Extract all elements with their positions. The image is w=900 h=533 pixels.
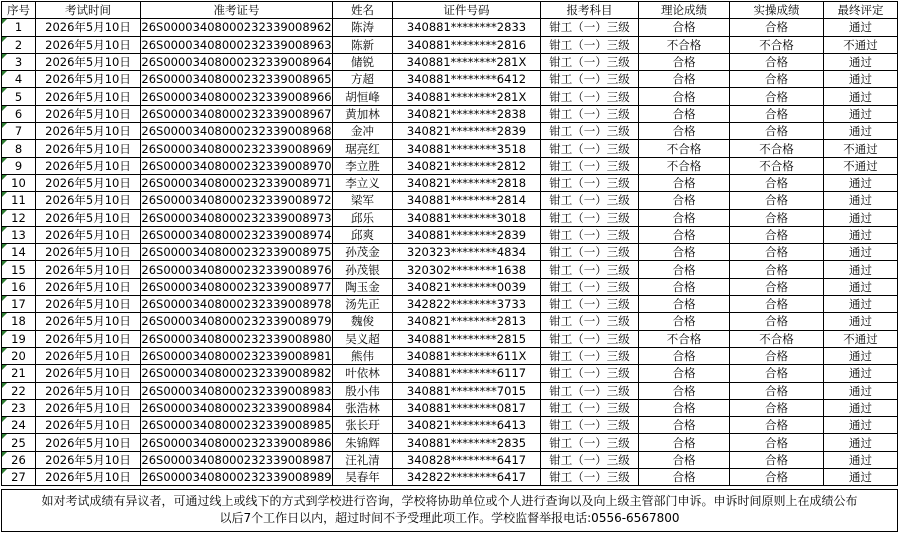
exam-date-cell: 2026年5月10日	[36, 330, 141, 347]
exam-date-cell: 2026年5月10日	[36, 296, 141, 313]
ticket-no-cell: 26S00003408000232339008962	[141, 20, 332, 35]
name-cell: 魏俊	[333, 313, 393, 330]
final-result-cell: 通过	[824, 365, 898, 382]
seq-cell: 9	[2, 157, 36, 174]
final-result-cell: 通过	[824, 382, 898, 399]
table-row	[2, 36, 898, 53]
seq-cell: 1	[2, 19, 36, 36]
final-result-cell: 不通过	[824, 157, 898, 174]
id-no-cell: 340881********2816	[393, 36, 541, 53]
theory-score-cell: 合格	[639, 19, 730, 36]
final-result-cell: 不通过	[824, 36, 898, 53]
column-header: 姓名	[333, 2, 393, 19]
final-result-cell: 通过	[824, 434, 898, 451]
ticket-no-cell: 26S00003408000232339008963	[141, 37, 332, 52]
exam-date-cell: 2026年5月10日	[36, 19, 141, 36]
exam-date-cell: 2026年5月10日	[36, 174, 141, 191]
table-row	[2, 88, 898, 105]
final-result-cell: 不通过	[824, 140, 898, 157]
name-cell: 陈涛	[333, 19, 393, 36]
table-row	[2, 313, 898, 330]
ticket-no-cell: 26S00003408000232339008983	[141, 383, 332, 398]
final-result-cell: 通过	[824, 451, 898, 468]
theory-score-cell: 不合格	[639, 36, 730, 53]
ticket-no-cell: 26S00003408000232339008987	[141, 452, 332, 467]
practical-score-cell: 合格	[730, 261, 824, 278]
subject-cell: 钳工（一）三级	[541, 417, 639, 434]
id-no-cell: 320323********4834	[393, 244, 541, 261]
name-cell: 邱爽	[333, 226, 393, 243]
table-row	[2, 278, 898, 295]
seq-cell: 17	[2, 296, 36, 313]
seq-cell: 21	[2, 365, 36, 382]
column-header: 证件号码	[393, 2, 541, 19]
subject-cell: 钳工（一）三级	[541, 71, 639, 88]
exam-date-cell: 2026年5月10日	[36, 53, 141, 70]
table-row	[2, 399, 898, 416]
id-no-cell: 340881********0817	[393, 399, 541, 416]
id-no-cell: 340881********611X	[393, 347, 541, 364]
seq-cell: 26	[2, 451, 36, 468]
subject-cell: 钳工（一）三级	[541, 399, 639, 416]
name-cell: 黄加林	[333, 105, 393, 122]
final-result-cell: 通过	[824, 19, 898, 36]
id-no-cell: 340828********6417	[393, 451, 541, 468]
id-no-cell: 340821********0039	[393, 278, 541, 295]
theory-score-cell: 合格	[639, 88, 730, 105]
practical-score-cell: 合格	[730, 19, 824, 36]
column-header: 理论成绩	[639, 2, 730, 19]
subject-cell: 钳工（一）三级	[541, 347, 639, 364]
exam-date-cell: 2026年5月10日	[36, 278, 141, 295]
subject-cell: 钳工（一）三级	[541, 296, 639, 313]
table-row	[2, 330, 898, 347]
footer-line-1: 如对考试成绩有异议者，可通过线上或线下的方式到学校进行咨询，学校将协助单位或个人进行查询以及向上级主管部门申诉。申诉时间原则上在成绩公布	[41, 494, 858, 508]
final-result-cell: 通过	[824, 88, 898, 105]
final-result-cell: 通过	[824, 417, 898, 434]
name-cell: 孙茂银	[333, 261, 393, 278]
ticket-no-cell: 26S00003408000232339008982	[141, 366, 332, 381]
theory-score-cell: 合格	[639, 469, 730, 486]
subject-cell: 钳工（一）三级	[541, 88, 639, 105]
seq-cell: 14	[2, 244, 36, 261]
theory-score-cell: 合格	[639, 417, 730, 434]
seq-cell: 19	[2, 330, 36, 347]
subject-cell: 钳工（一）三级	[541, 19, 639, 36]
table-row	[2, 123, 898, 140]
exam-date-cell: 2026年5月10日	[36, 451, 141, 468]
subject-cell: 钳工（一）三级	[541, 36, 639, 53]
seq-cell: 5	[2, 88, 36, 105]
seq-cell: 12	[2, 209, 36, 226]
table-row	[2, 209, 898, 226]
final-result-cell: 通过	[824, 226, 898, 243]
name-cell: 吴义超	[333, 330, 393, 347]
final-result-cell: 不通过	[824, 330, 898, 347]
exam-date-cell: 2026年5月10日	[36, 382, 141, 399]
ticket-no-cell: 26S00003408000232339008977	[141, 279, 332, 294]
subject-cell: 钳工（一）三级	[541, 330, 639, 347]
name-cell: 金冲	[333, 123, 393, 140]
practical-score-cell: 合格	[730, 244, 824, 261]
theory-score-cell: 不合格	[639, 157, 730, 174]
practical-score-cell: 合格	[730, 105, 824, 122]
id-no-cell: 340821********2838	[393, 105, 541, 122]
theory-score-cell: 合格	[639, 226, 730, 243]
header-row	[2, 2, 898, 19]
table-row	[2, 261, 898, 278]
ticket-no-cell: 26S00003408000232339008974	[141, 228, 332, 242]
table-row	[2, 226, 898, 243]
name-cell: 梁军	[333, 192, 393, 209]
final-result-cell: 通过	[824, 123, 898, 140]
column-header: 报考科目	[541, 2, 639, 19]
subject-cell: 钳工（一）三级	[541, 278, 639, 295]
id-no-cell: 340881********7015	[393, 382, 541, 399]
final-result-cell: 通过	[824, 313, 898, 330]
ticket-no-cell: 26S00003408000232339008985	[141, 418, 332, 433]
subject-cell: 钳工（一）三级	[541, 105, 639, 122]
theory-score-cell: 合格	[639, 71, 730, 88]
practical-score-cell: 不合格	[730, 36, 824, 53]
practical-score-cell: 合格	[730, 434, 824, 451]
final-result-cell: 通过	[824, 192, 898, 209]
exam-date-cell: 2026年5月10日	[36, 469, 141, 486]
seq-cell: 20	[2, 347, 36, 364]
name-cell: 汤先正	[333, 296, 393, 313]
id-no-cell: 342822********3733	[393, 296, 541, 313]
ticket-no-cell: 26S00003408000232339008971	[141, 176, 332, 191]
ticket-no-cell: 26S00003408000232339008979	[141, 314, 332, 329]
subject-cell: 钳工（一）三级	[541, 313, 639, 330]
exam-date-cell: 2026年5月10日	[36, 157, 141, 174]
exam-date-cell: 2026年5月10日	[36, 36, 141, 53]
ticket-no-cell: 26S00003408000232339008976	[141, 262, 332, 277]
seq-cell: 10	[2, 174, 36, 191]
seq-cell: 4	[2, 71, 36, 88]
practical-score-cell: 合格	[730, 399, 824, 416]
name-cell: 熊伟	[333, 347, 393, 364]
final-result-cell: 通过	[824, 209, 898, 226]
seq-cell: 18	[2, 313, 36, 330]
ticket-no-cell: 26S00003408000232339008966	[141, 89, 332, 104]
name-cell: 方超	[333, 71, 393, 88]
final-result-cell: 通过	[824, 244, 898, 261]
final-result-cell: 通过	[824, 53, 898, 70]
ticket-no-cell: 26S00003408000232339008964	[141, 55, 332, 70]
id-no-cell: 340821********2812	[393, 157, 541, 174]
name-cell: 叶依林	[333, 365, 393, 382]
footer-line-2: 以后7个工作日以内，超过时间不予受理此项工作。学校监督举报电话:0556-6567800	[219, 511, 680, 525]
ticket-no-cell: 26S00003408000232339008967	[141, 106, 332, 121]
name-cell: 陈新	[333, 36, 393, 53]
column-header: 准考证号	[141, 2, 333, 19]
seq-cell: 3	[2, 53, 36, 70]
seq-cell: 23	[2, 399, 36, 416]
ticket-no-cell: 26S00003408000232339008969	[141, 141, 332, 156]
final-result-cell: 通过	[824, 469, 898, 486]
practical-score-cell: 不合格	[730, 157, 824, 174]
ticket-no-cell: 26S00003408000232339008986	[141, 435, 332, 450]
theory-score-cell: 合格	[639, 244, 730, 261]
final-result-cell: 通过	[824, 261, 898, 278]
id-no-cell: 340881********281X	[393, 88, 541, 105]
name-cell: 琚亮红	[333, 140, 393, 157]
table-row	[2, 434, 898, 451]
id-no-cell: 340881********3518	[393, 140, 541, 157]
practical-score-cell: 不合格	[730, 330, 824, 347]
ticket-no-cell: 26S00003408000232339008968	[141, 124, 332, 139]
id-no-cell: 340881********2839	[393, 226, 541, 243]
id-no-cell: 340821********6413	[393, 417, 541, 434]
practical-score-cell: 合格	[730, 313, 824, 330]
id-no-cell: 340821********2818	[393, 174, 541, 191]
ticket-no-cell: 26S00003408000232339008972	[141, 193, 332, 208]
seq-cell: 2	[2, 36, 36, 53]
seq-cell: 27	[2, 469, 36, 486]
theory-score-cell: 不合格	[639, 140, 730, 157]
practical-score-cell: 合格	[730, 88, 824, 105]
id-no-cell: 340881********2815	[393, 330, 541, 347]
table-row	[2, 296, 898, 313]
ticket-no-cell: 26S00003408000232339008973	[141, 210, 332, 225]
name-cell: 李立胜	[333, 157, 393, 174]
subject-cell: 钳工（一）三级	[541, 434, 639, 451]
table-row	[2, 347, 898, 364]
practical-score-cell: 合格	[730, 192, 824, 209]
subject-cell: 钳工（一）三级	[541, 53, 639, 70]
subject-cell: 钳工（一）三级	[541, 192, 639, 209]
id-no-cell: 340881********6412	[393, 71, 541, 88]
table-row	[2, 105, 898, 122]
seq-cell: 6	[2, 105, 36, 122]
practical-score-cell: 合格	[730, 123, 824, 140]
theory-score-cell: 合格	[639, 53, 730, 70]
practical-score-cell: 不合格	[730, 140, 824, 157]
id-no-cell: 340881********3018	[393, 209, 541, 226]
name-cell: 汪礼清	[333, 451, 393, 468]
seq-cell: 22	[2, 382, 36, 399]
name-cell: 孙茂金	[333, 244, 393, 261]
practical-score-cell: 合格	[730, 226, 824, 243]
name-cell: 胡恒峰	[333, 88, 393, 105]
final-result-cell: 通过	[824, 399, 898, 416]
subject-cell: 钳工（一）三级	[541, 382, 639, 399]
table-body	[2, 19, 898, 486]
table-row	[2, 71, 898, 88]
id-no-cell: 340821********2813	[393, 313, 541, 330]
practical-score-cell: 合格	[730, 209, 824, 226]
seq-cell: 16	[2, 278, 36, 295]
exam-date-cell: 2026年5月10日	[36, 434, 141, 451]
name-cell: 张长玗	[333, 417, 393, 434]
column-header: 实操成绩	[730, 2, 824, 19]
subject-cell: 钳工（一）三级	[541, 261, 639, 278]
exam-date-cell: 2026年5月10日	[36, 261, 141, 278]
exam-date-cell: 2026年5月10日	[36, 226, 141, 243]
exam-date-cell: 2026年5月10日	[36, 209, 141, 226]
table-row	[2, 53, 898, 70]
practical-score-cell: 合格	[730, 365, 824, 382]
name-cell: 张浩林	[333, 399, 393, 416]
theory-score-cell: 合格	[639, 313, 730, 330]
practical-score-cell: 合格	[730, 296, 824, 313]
ticket-no-cell: 26S00003408000232339008980	[141, 331, 332, 346]
table-row	[2, 451, 898, 468]
practical-score-cell: 合格	[730, 382, 824, 399]
subject-cell: 钳工（一）三级	[541, 209, 639, 226]
subject-cell: 钳工（一）三级	[541, 244, 639, 261]
column-header: 最终评定	[824, 2, 898, 19]
footer-notice	[1, 489, 898, 532]
id-no-cell: 340881********2814	[393, 192, 541, 209]
theory-score-cell: 合格	[639, 261, 730, 278]
subject-cell: 钳工（一）三级	[541, 174, 639, 191]
ticket-no-cell: 26S00003408000232339008989	[141, 470, 332, 485]
name-cell: 殷小伟	[333, 382, 393, 399]
subject-cell: 钳工（一）三级	[541, 157, 639, 174]
final-result-cell: 通过	[824, 296, 898, 313]
table-row	[2, 365, 898, 382]
theory-score-cell: 合格	[639, 365, 730, 382]
ticket-no-cell: 26S00003408000232339008981	[141, 349, 332, 364]
theory-score-cell: 合格	[639, 347, 730, 364]
results-table	[1, 1, 898, 486]
id-no-cell: 340881********2835	[393, 434, 541, 451]
practical-score-cell: 合格	[730, 347, 824, 364]
id-no-cell: 340881********281X	[393, 53, 541, 70]
theory-score-cell: 合格	[639, 123, 730, 140]
exam-date-cell: 2026年5月10日	[36, 244, 141, 261]
table-row	[2, 382, 898, 399]
column-header: 序号	[2, 2, 36, 19]
id-no-cell: 342822********6417	[393, 469, 541, 486]
practical-score-cell: 合格	[730, 278, 824, 295]
final-result-cell: 通过	[824, 71, 898, 88]
theory-score-cell: 合格	[639, 192, 730, 209]
theory-score-cell: 合格	[639, 296, 730, 313]
exam-date-cell: 2026年5月10日	[36, 313, 141, 330]
practical-score-cell: 合格	[730, 71, 824, 88]
theory-score-cell: 合格	[639, 278, 730, 295]
practical-score-cell: 合格	[730, 417, 824, 434]
exam-date-cell: 2026年5月10日	[36, 192, 141, 209]
id-no-cell: 320302********1638	[393, 261, 541, 278]
subject-cell: 钳工（一）三级	[541, 140, 639, 157]
table-row	[2, 417, 898, 434]
subject-cell: 钳工（一）三级	[541, 123, 639, 140]
table-row	[2, 174, 898, 191]
theory-score-cell: 合格	[639, 174, 730, 191]
theory-score-cell: 合格	[639, 451, 730, 468]
practical-score-cell: 合格	[730, 469, 824, 486]
theory-score-cell: 合格	[639, 105, 730, 122]
final-result-cell: 通过	[824, 278, 898, 295]
seq-cell: 25	[2, 434, 36, 451]
exam-date-cell: 2026年5月10日	[36, 417, 141, 434]
id-no-cell: 340881********6117	[393, 365, 541, 382]
name-cell: 储锐	[333, 53, 393, 70]
seq-cell: 24	[2, 417, 36, 434]
table-row	[2, 157, 898, 174]
name-cell: 朱锦辉	[333, 434, 393, 451]
table-row	[2, 140, 898, 157]
ticket-no-cell: 26S00003408000232339008970	[141, 158, 332, 173]
exam-date-cell: 2026年5月10日	[36, 71, 141, 88]
seq-cell: 11	[2, 192, 36, 209]
theory-score-cell: 合格	[639, 209, 730, 226]
ticket-no-cell: 26S00003408000232339008984	[141, 400, 332, 415]
exam-date-cell: 2026年5月10日	[36, 365, 141, 382]
seq-cell: 13	[2, 226, 36, 243]
seq-cell: 15	[2, 261, 36, 278]
subject-cell: 钳工（一）三级	[541, 469, 639, 486]
ticket-no-cell: 26S00003408000232339008978	[141, 297, 332, 312]
table-row	[2, 244, 898, 261]
exam-date-cell: 2026年5月10日	[36, 399, 141, 416]
ticket-no-cell: 26S00003408000232339008965	[141, 72, 332, 87]
subject-cell: 钳工（一）三级	[541, 226, 639, 243]
seq-cell: 8	[2, 140, 36, 157]
name-cell: 邱乐	[333, 209, 393, 226]
exam-date-cell: 2026年5月10日	[36, 88, 141, 105]
theory-score-cell: 合格	[639, 382, 730, 399]
practical-score-cell: 合格	[730, 451, 824, 468]
theory-score-cell: 不合格	[639, 330, 730, 347]
column-header: 考试时间	[36, 2, 141, 19]
exam-date-cell: 2026年5月10日	[36, 347, 141, 364]
practical-score-cell: 合格	[730, 53, 824, 70]
final-result-cell: 通过	[824, 347, 898, 364]
name-cell: 李立义	[333, 174, 393, 191]
subject-cell: 钳工（一）三级	[541, 451, 639, 468]
exam-date-cell: 2026年5月10日	[36, 105, 141, 122]
theory-score-cell: 合格	[639, 399, 730, 416]
final-result-cell: 通过	[824, 105, 898, 122]
id-no-cell: 340881********2833	[393, 19, 541, 36]
ticket-no-cell: 26S00003408000232339008975	[141, 245, 332, 260]
practical-score-cell: 合格	[730, 174, 824, 191]
name-cell: 吴春年	[333, 469, 393, 486]
id-no-cell: 340821********2839	[393, 123, 541, 140]
table-row	[2, 192, 898, 209]
theory-score-cell: 合格	[639, 434, 730, 451]
final-result-cell: 通过	[824, 174, 898, 191]
table-row	[2, 469, 898, 486]
seq-cell: 7	[2, 123, 36, 140]
subject-cell: 钳工（一）三级	[541, 365, 639, 382]
table-row	[2, 19, 898, 36]
exam-date-cell: 2026年5月10日	[36, 140, 141, 157]
exam-date-cell: 2026年5月10日	[36, 123, 141, 140]
name-cell: 陶玉金	[333, 278, 393, 295]
